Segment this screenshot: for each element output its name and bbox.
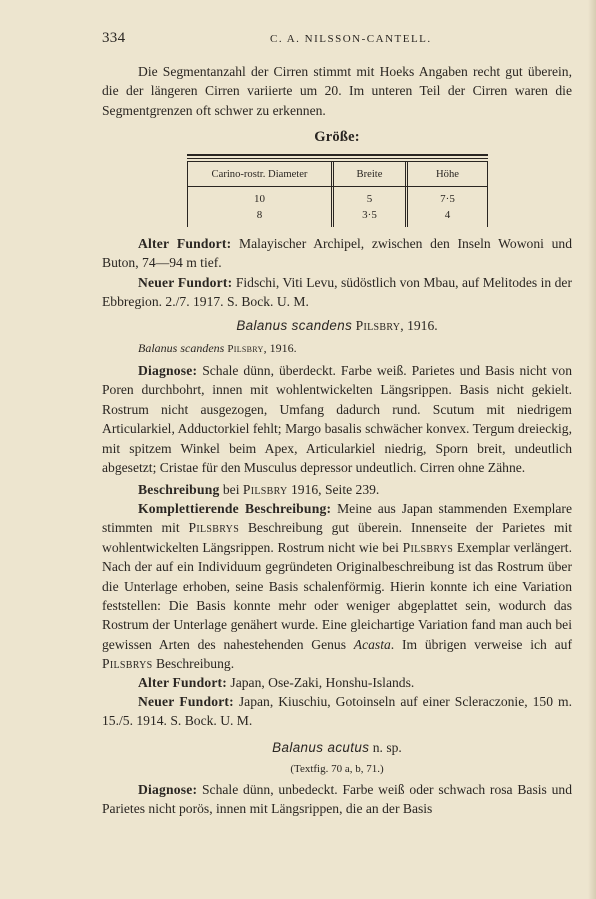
- table-rule: [187, 158, 488, 159]
- section-text: Japan, Kiuschiu, Gotoinseln auf einer Scleraczonie, 150 m. 15./5. 1914. S. Bock. U. M.: [102, 694, 572, 729]
- page-edge: [588, 0, 596, 899]
- species-name: Balanus acutus: [272, 740, 370, 755]
- section-text: Beschreibung.: [155, 656, 235, 672]
- section-text: Fidschi, Viti Levu, südöstlich von Mbau, auf Melitodes in der Ebbregion. 2./7. 1917. S. Bock. U. M.: [102, 275, 572, 310]
- diagnose-paragraph-2: [102, 780, 572, 819]
- table-header-cell: Carino-rostr. Diameter: [187, 162, 334, 186]
- neuer-fundort-paragraph-2: [102, 692, 572, 731]
- table-cell: 10: [254, 193, 265, 205]
- section-text: 1916, Seite 239.: [290, 482, 380, 497]
- section-text: Schale dünn, unbedeckt. Farbe weiß oder schwach rosa Basis und Parietes nicht porös, innen mit Längsrippen, die an der Basis: [102, 782, 572, 817]
- section-label: Neuer Fundort:: [138, 275, 233, 290]
- table-cell: 8: [256, 209, 263, 221]
- table-cell: 3·5: [362, 209, 377, 221]
- section-text: Japan, Ose-Zaki, Honshu-Islands.: [230, 675, 415, 690]
- table-cell: 4: [444, 209, 451, 221]
- table-cell: 7·5: [440, 193, 455, 205]
- section-label: Komplettierende Beschreibung:: [138, 501, 332, 516]
- page-header: [102, 30, 576, 50]
- genus-name: Acasta: [353, 636, 391, 652]
- synonym-author: Pilsbry: [227, 343, 264, 355]
- size-table: [187, 154, 488, 227]
- section-text: Schale dünn, überdeckt. Farbe weiß. Parietes und Basis nicht von Poren durchbohrt, innen mit wohlentwickelten Längsrippen. Basis nicht gekielt. Rostrum nicht ausgezogen, Umfang dadurch rund. Scutum mit niedrigem Articularkiel, Adductorkiel fehlt; Margo basalis schwächer konvex. Tergum dreieckig, mit spitzem Winkel beim Apex, Articularkiel niedrig, Sporn breit, undeutlich abgesetzt; Cristae für den Musculus depressor undeutlich. Cirren ohne Zähne.: [102, 363, 572, 476]
- species-year: , 1916.: [400, 318, 438, 333]
- table-rule: [187, 154, 488, 156]
- species-name: Balanus scandens: [236, 318, 353, 333]
- komplettierende-paragraph: [102, 499, 572, 674]
- section-label: Diagnose:: [138, 363, 198, 378]
- author-name: Pilsbrys: [402, 539, 454, 555]
- species-heading-2: [102, 738, 572, 757]
- author-name: Pilsbry: [242, 482, 288, 497]
- alter-fundort-paragraph: [102, 234, 572, 273]
- size-heading: Größe:: [314, 129, 360, 145]
- running-title: C. A. NILSSON-CANTELL.: [270, 33, 432, 45]
- table-column-hoehe: [408, 187, 488, 227]
- synonym-name: Balanus scandens: [138, 341, 225, 355]
- table-column-breite: [334, 187, 408, 227]
- table-header-row: [187, 161, 488, 187]
- synonym-year: , 1916.: [263, 341, 297, 355]
- section-text: Malayischer Archipel, zwischen den Inseln Wowoni und Buton, 74—94 m tief.: [102, 236, 572, 271]
- section-label: Diagnose:: [138, 782, 198, 797]
- diagnose-paragraph: [102, 361, 572, 477]
- table-column-diameter: [187, 187, 334, 227]
- textfig-reference: (Textfig. 70 a, b, 71.): [290, 763, 384, 775]
- table-header-cell: Breite: [334, 162, 408, 186]
- table-body: [187, 187, 488, 227]
- section-label: Alter Fundort:: [138, 675, 228, 690]
- section-text: Beschreibung gut überein. Innenseite der Parietes mit wohlentwickelten Längsrippen. Rostrum nicht wie bei: [102, 520, 573, 555]
- synonym-line: [102, 339, 572, 359]
- author-name: Pilsbrys: [102, 656, 153, 672]
- species-suffix: n. sp.: [372, 740, 402, 755]
- author-name: Pilsbrys: [188, 520, 240, 536]
- intro-paragraph: Die Segmentanzahl der Cirren stimmt mit Hoeks Angaben recht gut überein, die der längeren Cirren variierte um 20. Im unteren Teil der Cirren waren die Segmentgrenzen oft schwer zu erkennen.: [102, 64, 572, 118]
- neuer-fundort-paragraph: [102, 273, 572, 312]
- section-text: Exemplar verlängert. Nach der auf ein Individuum gegründeten Originalbeschreibung ist das Rostrum über die Unterlage erhoben, seine Basis schalenförmig. Hierin konnte ich eine Variation feststellen: Die Basis konnte mehr oder weniger abgeplattet sein, wodurch das Rostrum der Unterlage genähert wurde. Eine gleichartige Variation fand man auch bei gewissen Arten des nahestehenden Genus: [102, 539, 572, 652]
- section-label: Neuer Fundort:: [138, 694, 234, 709]
- species-heading: [102, 316, 572, 335]
- alter-fundort-paragraph-2: [102, 673, 572, 692]
- page-number: 334: [102, 30, 126, 46]
- section-text: Meine aus Japan stammenden Exemplare stimmten mit: [102, 501, 572, 536]
- table-header-cell: Höhe: [408, 162, 488, 186]
- table-cell: 5: [366, 193, 373, 205]
- section-text: bei: [222, 482, 240, 497]
- species-author: Pilsbry: [355, 318, 401, 333]
- section-text: . Im übrigen verweise ich auf: [390, 636, 572, 652]
- beschreibung-paragraph: [102, 480, 572, 499]
- section-label: Alter Fundort:: [138, 236, 232, 251]
- section-label: Beschreibung: [138, 482, 220, 497]
